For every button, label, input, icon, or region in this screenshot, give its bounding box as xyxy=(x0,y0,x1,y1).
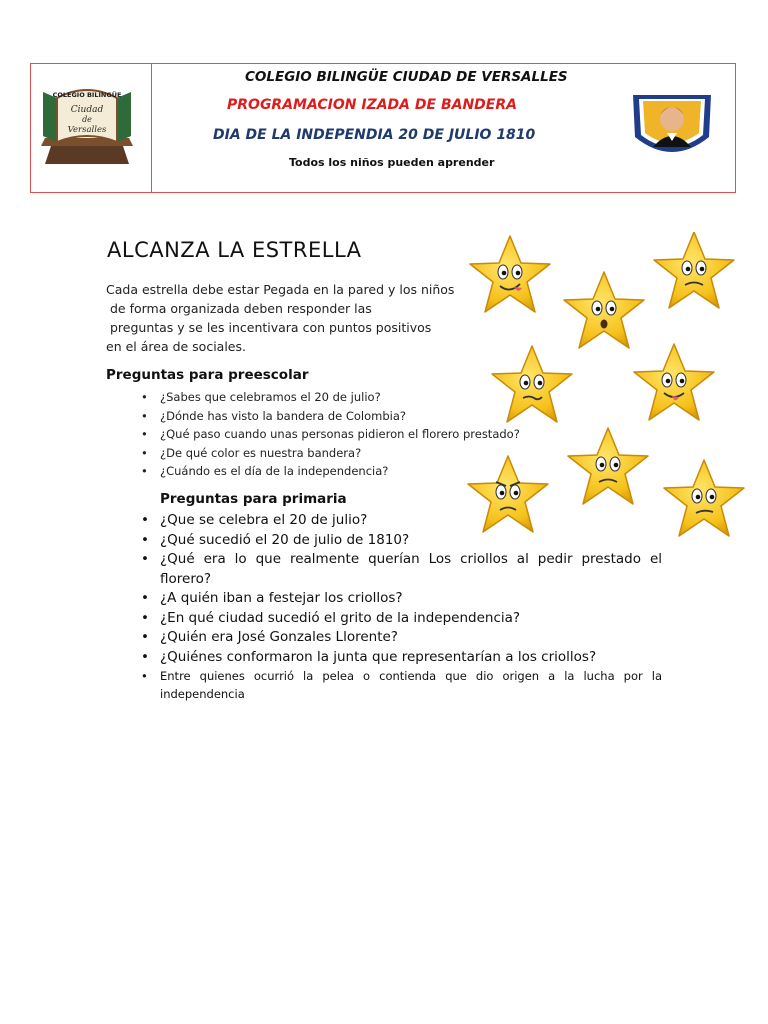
list-item: • ¿Qué era lo que realmente querían Los criollos al pedir prestado el florero? xyxy=(137,550,662,589)
star-face-icon xyxy=(568,428,648,504)
list-item: • ¿En qué ciudad sucedió el grito de la independencia? xyxy=(137,609,662,629)
motto: Todos los niños pueden aprender xyxy=(289,156,495,169)
logo-word-versalles: Versalles xyxy=(67,125,107,135)
logo-arc-text: COLEGIO BILINGÜE xyxy=(52,91,122,99)
list-item: • ¿Que se celebra el 20 de julio? xyxy=(137,511,662,531)
list-item: • ¿Sabes que celebramos el 20 de julio? xyxy=(137,388,520,407)
list-item: • ¿Quién era José Gonzales Llorente? xyxy=(137,628,662,648)
list-item: • ¿Dónde has visto la bandera de Colombia? xyxy=(137,407,520,426)
star-face-icon xyxy=(634,344,714,420)
star-face-icon xyxy=(470,236,550,312)
star-face-icon xyxy=(654,232,734,308)
date-line: DIA DE LA INDEPENDIA 20 DE JULIO 1810 xyxy=(213,127,536,143)
logo-word-de: de xyxy=(82,115,92,124)
saint-portrait-emblem xyxy=(627,89,717,165)
intro-line: Cada estrella debe estar Pegada en la pared y los niños xyxy=(106,282,455,297)
star-face-icon xyxy=(492,346,572,422)
intro-line: preguntas y se les incentivara con puntos positivos xyxy=(106,320,432,335)
school-logo xyxy=(37,84,137,166)
school-name: COLEGIO BILINGÜE CIUDAD DE VERSALLES xyxy=(245,69,568,85)
page-title: ALCANZA LA ESTRELLA xyxy=(107,238,362,262)
star-face-icon xyxy=(664,460,744,536)
program-title: PROGRAMACION IZADA DE BANDERA xyxy=(227,97,517,113)
star-faces-illustration xyxy=(462,232,762,552)
list-item: • Entre quienes ocurrió la pelea o contienda que dio origen a la lucha por la independencia xyxy=(137,667,662,703)
list-item: • ¿Qué paso cuando unas personas pidieron el florero prestado? xyxy=(137,425,520,444)
star-face-icon xyxy=(564,272,644,348)
list-item: • ¿A quién iban a festejar los criollos? xyxy=(137,589,662,609)
list-item: • ¿Qué sucedió el 20 de julio de 1810? xyxy=(137,531,662,551)
intro-line: en el área de sociales. xyxy=(106,339,246,354)
intro-line: de forma organizada deben responder las xyxy=(106,301,372,316)
list-item: • ¿Cuándo es el día de la independencia? xyxy=(137,462,520,481)
intro-paragraph xyxy=(106,280,454,356)
star-face-icon xyxy=(468,456,548,532)
list-item: • ¿Quiénes conformaron la junta que representarían a los criollos? xyxy=(137,648,662,668)
primaria-heading: Preguntas para primaria xyxy=(160,491,347,507)
logo-word-ciudad: Ciudad xyxy=(70,105,104,115)
list-item: • ¿De qué color es nuestra bandera? xyxy=(137,444,520,463)
preescolar-heading: Preguntas para preescolar xyxy=(106,367,309,383)
header-divider xyxy=(151,64,152,192)
header-box xyxy=(30,63,736,193)
